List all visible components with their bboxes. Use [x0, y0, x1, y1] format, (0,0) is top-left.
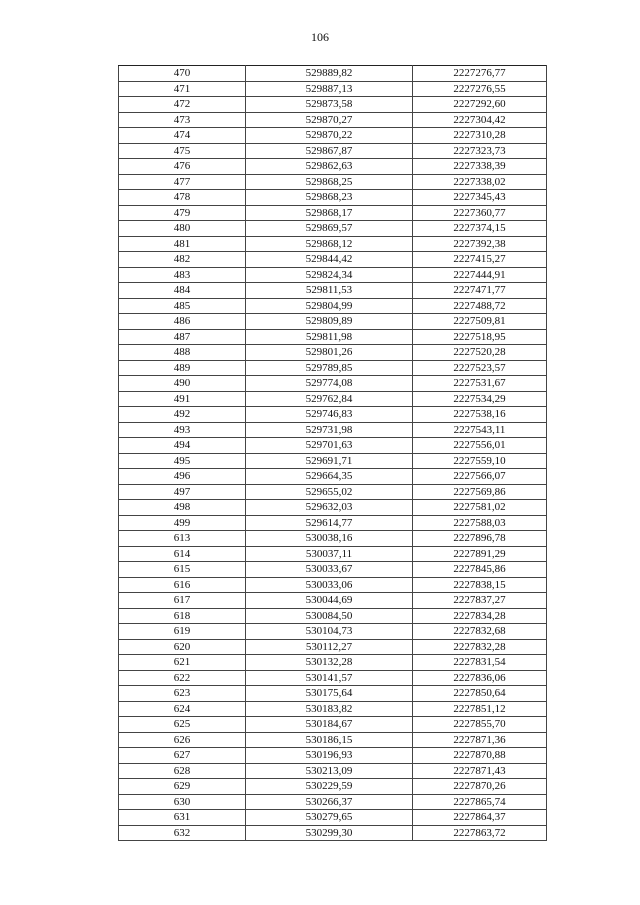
y-coordinate-cell: 2227392,38	[413, 236, 547, 252]
y-coordinate-cell: 2227323,73	[413, 143, 547, 159]
point-number-cell: 632	[119, 825, 246, 841]
point-number-cell: 480	[119, 221, 246, 237]
point-number-cell: 491	[119, 391, 246, 407]
point-number-cell: 471	[119, 81, 246, 97]
point-number-cell: 489	[119, 360, 246, 376]
point-number-cell: 472	[119, 97, 246, 113]
x-coordinate-cell: 529632,03	[246, 500, 413, 516]
table-row	[119, 174, 547, 190]
table-row	[119, 267, 547, 283]
y-coordinate-cell: 2227863,72	[413, 825, 547, 841]
x-coordinate-cell: 529870,27	[246, 112, 413, 128]
point-number-cell: 626	[119, 732, 246, 748]
y-coordinate-cell: 2227520,28	[413, 345, 547, 361]
point-number-cell: 613	[119, 531, 246, 547]
point-number-cell: 496	[119, 469, 246, 485]
point-number-cell: 482	[119, 252, 246, 268]
point-number-cell: 478	[119, 190, 246, 206]
x-coordinate-cell: 530175,64	[246, 686, 413, 702]
point-number-cell: 630	[119, 794, 246, 810]
point-number-cell: 625	[119, 717, 246, 733]
table-row	[119, 221, 547, 237]
point-number-cell: 493	[119, 422, 246, 438]
point-number-cell: 621	[119, 655, 246, 671]
point-number-cell: 623	[119, 686, 246, 702]
table-row	[119, 639, 547, 655]
y-coordinate-cell: 2227415,27	[413, 252, 547, 268]
point-number-cell: 490	[119, 376, 246, 392]
y-coordinate-cell: 2227569,86	[413, 484, 547, 500]
point-number-cell: 470	[119, 66, 246, 82]
table-row	[119, 407, 547, 423]
point-number-cell: 614	[119, 546, 246, 562]
x-coordinate-cell: 529614,77	[246, 515, 413, 531]
table-row	[119, 345, 547, 361]
x-coordinate-cell: 530196,93	[246, 748, 413, 764]
point-number-cell: 631	[119, 810, 246, 826]
table-row	[119, 205, 547, 221]
table-row	[119, 314, 547, 330]
point-number-cell: 619	[119, 624, 246, 640]
point-number-cell: 616	[119, 577, 246, 593]
y-coordinate-cell: 2227870,26	[413, 779, 547, 795]
x-coordinate-cell: 529824,34	[246, 267, 413, 283]
point-number-cell: 495	[119, 453, 246, 469]
x-coordinate-cell: 529868,25	[246, 174, 413, 190]
table-row	[119, 438, 547, 454]
y-coordinate-cell: 2227864,37	[413, 810, 547, 826]
table-row	[119, 515, 547, 531]
y-coordinate-cell: 2227566,07	[413, 469, 547, 485]
x-coordinate-cell: 529870,22	[246, 128, 413, 144]
table-row	[119, 531, 547, 547]
table-row	[119, 779, 547, 795]
table-row	[119, 128, 547, 144]
point-number-cell: 477	[119, 174, 246, 190]
x-coordinate-cell: 530186,15	[246, 732, 413, 748]
y-coordinate-cell: 2227444,91	[413, 267, 547, 283]
table-row	[119, 97, 547, 113]
table-row	[119, 562, 547, 578]
point-number-cell: 620	[119, 639, 246, 655]
x-coordinate-cell: 529868,17	[246, 205, 413, 221]
y-coordinate-cell: 2227871,43	[413, 763, 547, 779]
table-row	[119, 283, 547, 299]
point-number-cell: 622	[119, 670, 246, 686]
point-number-cell: 475	[119, 143, 246, 159]
y-coordinate-cell: 2227837,27	[413, 593, 547, 609]
x-coordinate-cell: 529655,02	[246, 484, 413, 500]
y-coordinate-cell: 2227488,72	[413, 298, 547, 314]
table-row	[119, 376, 547, 392]
y-coordinate-cell: 2227838,15	[413, 577, 547, 593]
x-coordinate-cell: 530112,27	[246, 639, 413, 655]
table-row	[119, 717, 547, 733]
table-row	[119, 469, 547, 485]
point-number-cell: 487	[119, 329, 246, 345]
y-coordinate-cell: 2227896,78	[413, 531, 547, 547]
point-number-cell: 628	[119, 763, 246, 779]
y-coordinate-cell: 2227834,28	[413, 608, 547, 624]
point-number-cell: 494	[119, 438, 246, 454]
y-coordinate-cell: 2227531,67	[413, 376, 547, 392]
point-number-cell: 481	[119, 236, 246, 252]
table-row	[119, 484, 547, 500]
x-coordinate-cell: 530132,28	[246, 655, 413, 671]
x-coordinate-cell: 530229,59	[246, 779, 413, 795]
x-coordinate-cell: 529664,35	[246, 469, 413, 485]
y-coordinate-cell: 2227556,01	[413, 438, 547, 454]
table-row	[119, 252, 547, 268]
y-coordinate-cell: 2227471,77	[413, 283, 547, 299]
x-coordinate-cell: 530279,65	[246, 810, 413, 826]
x-coordinate-cell: 530033,06	[246, 577, 413, 593]
y-coordinate-cell: 2227276,55	[413, 81, 547, 97]
y-coordinate-cell: 2227310,28	[413, 128, 547, 144]
x-coordinate-cell: 529746,83	[246, 407, 413, 423]
table-row	[119, 112, 547, 128]
table-row	[119, 81, 547, 97]
y-coordinate-cell: 2227509,81	[413, 314, 547, 330]
y-coordinate-cell: 2227360,77	[413, 205, 547, 221]
x-coordinate-cell: 529811,98	[246, 329, 413, 345]
point-number-cell: 627	[119, 748, 246, 764]
y-coordinate-cell: 2227891,29	[413, 546, 547, 562]
x-coordinate-cell: 530184,67	[246, 717, 413, 733]
table-row	[119, 298, 547, 314]
table-row	[119, 624, 547, 640]
x-coordinate-cell: 529804,99	[246, 298, 413, 314]
x-coordinate-cell: 529809,89	[246, 314, 413, 330]
point-number-cell: 615	[119, 562, 246, 578]
x-coordinate-cell: 530044,69	[246, 593, 413, 609]
point-number-cell: 485	[119, 298, 246, 314]
x-coordinate-cell: 530266,37	[246, 794, 413, 810]
y-coordinate-cell: 2227518,95	[413, 329, 547, 345]
point-number-cell: 618	[119, 608, 246, 624]
point-number-cell: 486	[119, 314, 246, 330]
x-coordinate-cell: 530104,73	[246, 624, 413, 640]
y-coordinate-cell: 2227534,29	[413, 391, 547, 407]
table-row	[119, 608, 547, 624]
x-coordinate-cell: 530213,09	[246, 763, 413, 779]
y-coordinate-cell: 2227292,60	[413, 97, 547, 113]
point-number-cell: 473	[119, 112, 246, 128]
y-coordinate-cell: 2227855,70	[413, 717, 547, 733]
table-row	[119, 143, 547, 159]
x-coordinate-cell: 529701,63	[246, 438, 413, 454]
table-row	[119, 391, 547, 407]
y-coordinate-cell: 2227374,15	[413, 221, 547, 237]
x-coordinate-cell: 530038,16	[246, 531, 413, 547]
point-number-cell: 497	[119, 484, 246, 500]
table-row	[119, 701, 547, 717]
point-number-cell: 483	[119, 267, 246, 283]
x-coordinate-cell: 529691,71	[246, 453, 413, 469]
x-coordinate-cell: 529801,26	[246, 345, 413, 361]
table-row	[119, 577, 547, 593]
y-coordinate-cell: 2227831,54	[413, 655, 547, 671]
point-number-cell: 474	[119, 128, 246, 144]
x-coordinate-cell: 530141,57	[246, 670, 413, 686]
table-row	[119, 546, 547, 562]
x-coordinate-cell: 530299,30	[246, 825, 413, 841]
x-coordinate-cell: 529867,87	[246, 143, 413, 159]
x-coordinate-cell: 529731,98	[246, 422, 413, 438]
x-coordinate-cell: 529789,85	[246, 360, 413, 376]
y-coordinate-cell: 2227304,42	[413, 112, 547, 128]
table-row	[119, 655, 547, 671]
y-coordinate-cell: 2227523,57	[413, 360, 547, 376]
x-coordinate-cell: 530084,50	[246, 608, 413, 624]
x-coordinate-cell: 529774,08	[246, 376, 413, 392]
point-number-cell: 498	[119, 500, 246, 516]
table-row	[119, 686, 547, 702]
x-coordinate-cell: 529844,42	[246, 252, 413, 268]
y-coordinate-cell: 2227851,12	[413, 701, 547, 717]
y-coordinate-cell: 2227870,88	[413, 748, 547, 764]
point-number-cell: 484	[119, 283, 246, 299]
point-number-cell: 624	[119, 701, 246, 717]
x-coordinate-cell: 529811,53	[246, 283, 413, 299]
y-coordinate-cell: 2227832,68	[413, 624, 547, 640]
point-number-cell: 492	[119, 407, 246, 423]
x-coordinate-cell: 529889,82	[246, 66, 413, 82]
y-coordinate-cell: 2227338,39	[413, 159, 547, 175]
table-row	[119, 825, 547, 841]
coordinates-table-body	[119, 66, 547, 841]
y-coordinate-cell: 2227832,28	[413, 639, 547, 655]
table-row	[119, 593, 547, 609]
x-coordinate-cell: 529868,23	[246, 190, 413, 206]
x-coordinate-cell: 529868,12	[246, 236, 413, 252]
y-coordinate-cell: 2227538,16	[413, 407, 547, 423]
x-coordinate-cell: 529869,57	[246, 221, 413, 237]
table-row	[119, 453, 547, 469]
y-coordinate-cell: 2227338,02	[413, 174, 547, 190]
table-row	[119, 794, 547, 810]
y-coordinate-cell: 2227850,64	[413, 686, 547, 702]
page-number: 106	[311, 30, 329, 44]
y-coordinate-cell: 2227836,06	[413, 670, 547, 686]
y-coordinate-cell: 2227845,86	[413, 562, 547, 578]
y-coordinate-cell: 2227543,11	[413, 422, 547, 438]
table-row	[119, 422, 547, 438]
x-coordinate-cell: 529873,58	[246, 97, 413, 113]
point-number-cell: 479	[119, 205, 246, 221]
x-coordinate-cell: 530183,82	[246, 701, 413, 717]
table-row	[119, 236, 547, 252]
point-number-cell: 617	[119, 593, 246, 609]
point-number-cell: 499	[119, 515, 246, 531]
x-coordinate-cell: 530033,67	[246, 562, 413, 578]
x-coordinate-cell: 529862,63	[246, 159, 413, 175]
coordinates-table	[118, 65, 547, 841]
table-row	[119, 500, 547, 516]
point-number-cell: 488	[119, 345, 246, 361]
table-row	[119, 810, 547, 826]
y-coordinate-cell: 2227588,03	[413, 515, 547, 531]
point-number-cell: 476	[119, 159, 246, 175]
table-row	[119, 763, 547, 779]
table-row	[119, 66, 547, 82]
x-coordinate-cell: 529887,13	[246, 81, 413, 97]
table-row	[119, 159, 547, 175]
table-row	[119, 748, 547, 764]
y-coordinate-cell: 2227276,77	[413, 66, 547, 82]
table-row	[119, 360, 547, 376]
y-coordinate-cell: 2227559,10	[413, 453, 547, 469]
y-coordinate-cell: 2227865,74	[413, 794, 547, 810]
x-coordinate-cell: 530037,11	[246, 546, 413, 562]
x-coordinate-cell: 529762,84	[246, 391, 413, 407]
y-coordinate-cell: 2227871,36	[413, 732, 547, 748]
y-coordinate-cell: 2227345,43	[413, 190, 547, 206]
y-coordinate-cell: 2227581,02	[413, 500, 547, 516]
table-row	[119, 732, 547, 748]
point-number-cell: 629	[119, 779, 246, 795]
table-row	[119, 190, 547, 206]
table-row	[119, 329, 547, 345]
table-row	[119, 670, 547, 686]
